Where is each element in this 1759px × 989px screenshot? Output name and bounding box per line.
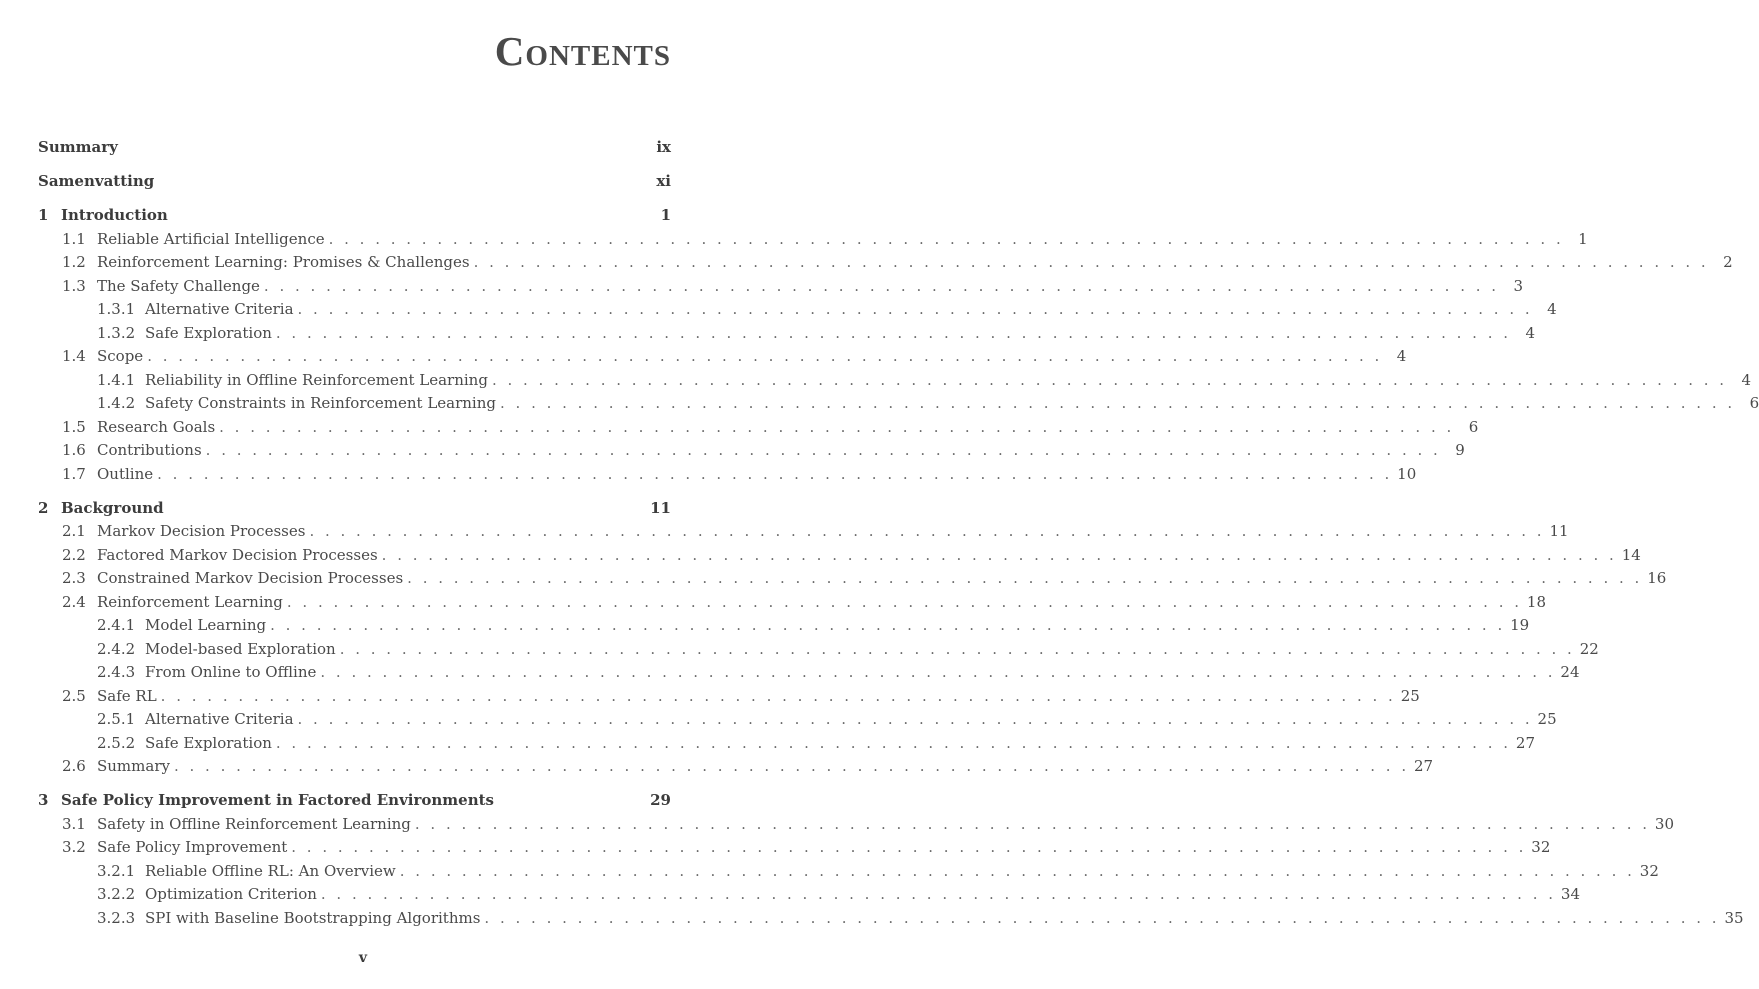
toc-entry-label: The Safety Challenge [97,276,260,295]
toc-entry-page: 32 [1639,861,1659,880]
toc-entry-number: 2.6 [62,757,86,775]
toc-entry-page: 4 [1525,323,1536,342]
toc-entry-label: Samenvatting [38,172,155,190]
toc-section-entry[interactable] [62,275,1524,297]
toc-entry-number: 2.5 [62,686,86,705]
toc-chapter-entry[interactable] [38,789,671,811]
toc-chapter-entry[interactable] [38,136,671,158]
toc-entry-page: 6 [1749,394,1759,412]
toc-section-entry[interactable] [97,661,1580,683]
toc-entry-page: 34 [1560,885,1581,903]
toc-dot-leader: . . . . . . . . . . . . . . . . . . . . . . . . . . . . . . . . . . . . . . . . . . . . . . . . . . . . . . . . . . . . . . . . . . . . . . . . . . . . . . . . [339,639,1575,658]
toc-entry-number: 2.4.3 [97,663,136,681]
toc-entry-page: xi [656,172,671,190]
toc-entry-label: Safe Policy Improvement [97,838,288,856]
toc-entry-page: 30 [1654,814,1675,833]
toc-entry-number: 3.2 [62,838,86,856]
toc-section-entry[interactable] [97,708,1557,730]
toc-entry-number: 2.2 [62,545,86,564]
toc-section-entry[interactable] [62,685,1420,707]
toc-entry-number: 2.4 [62,592,86,611]
toc-entry-label: Summary [97,757,170,775]
toc-entry-page: 9 [1455,441,1465,459]
toc-chapter-entry[interactable] [38,170,671,192]
toc-entry-number: 1.3.1 [97,300,136,318]
toc-entry-number: 1.3.2 [97,323,136,342]
toc-entry-label: Safety Constraints in Reinforcement Learning [145,394,496,412]
toc-entry-page: 24 [1560,663,1580,681]
toc-dot-leader: . . . . . . . . . . . . . . . . . . . . . . . . . . . . . . . . . . . . . . . . . . . . . . . . . . . . . . . . . . . . . . . . . . . . . . . . . . . . . . . . [275,323,1512,342]
toc-section-entry[interactable] [62,345,1407,367]
toc-section-entry[interactable] [62,755,1434,777]
toc-entry-label: Contributions [97,441,202,459]
toc-dot-leader: . . . . . . . . . . . . . . . . . . . . . . . . . . . . . . . . . . . . . . . . . . . . . . . . . . . . . . . . . . . . . . . . . . . . . . . . . . . . . . . . [414,814,1651,833]
toc-entry-label: Alternative Criteria [145,300,294,318]
page-number: v [358,950,368,966]
toc-entry-page: 11 [650,498,671,517]
toc-entry-number: 1.2 [62,253,86,271]
toc-entry-number: 1.4.2 [97,394,136,412]
toc-section-entry[interactable] [62,567,1667,589]
toc-section-entry[interactable] [97,369,1752,391]
toc-dot-leader: . . . . . . . . . . . . . . . . . . . . . . . . . . . . . . . . . . . . . . . . . . . . . . . . . . . . . . . . . . . . . . . . . . . . . . . . . . . . . . . . [297,710,1533,728]
toc-dot-leader: . . . . . . . . . . . . . . . . . . . . . . . . . . . . . . . . . . . . . . . . . . . . . . . . . . . . . . . . . . . . . . . . . . . . . . . . . . . . . . . . [160,686,1396,705]
toc-entry-page: 25 [1537,710,1557,728]
toc-dot-leader: . . . . . . . . . . . . . . . . . . . . . . . . . . . . . . . . . . . . . . . . . . . . . . . . . . . . . . . . . . . . . . . . . . . . . . . . . . . . . . . . [320,663,1556,681]
toc-entry-page: 16 [1647,569,1667,587]
toc-entry-label: Optimization Criterion [145,885,317,903]
toc-entry-label: Reliability in Offline Reinforcement Learning [145,370,488,389]
toc-dot-leader: . . . . . . . . . . . . . . . . . . . . . . . . . . . . . . . . . . . . . . . . . . . . . . . . . . . . . . . . . . . . . . . . . . . . . . . . . . . . . . . . [275,733,1512,752]
toc-section-entry[interactable] [97,614,1530,636]
toc-entry-number: 1.6 [62,441,86,459]
toc-dot-leader: . . . . . . . . . . . . . . . . . . . . . . . . . . . . . . . . . . . . . . . . . . . . . . . . . . . . . . . . . . . . . . . . . . . . . . . . . . . . . . . . [381,545,1617,564]
toc-entry-page: 19 [1510,616,1530,634]
toc-chapter-entry[interactable] [38,497,671,519]
toc-entry-label: Outline [97,464,154,483]
toc-entry-number: 1.5 [62,417,86,436]
toc-entry-page: 4 [1547,300,1557,318]
toc-dot-leader: . . . . . . . . . . . . . . . . . . . . . . . . . . . . . . . . . . . . . . . . . . . . . . . . . . . . . . . . . . . . . . . . . . . . . . . . . . . . . . . . [500,394,1736,412]
toc-section-entry[interactable] [62,813,1675,835]
toc-entry-number: 3 [38,791,49,809]
toc-entry-page: 11 [1549,522,1569,540]
toc-dot-leader: . . . . . . . . . . . . . . . . . . . . . . . . . . . . . . . . . . . . . . . . . . . . . . . . . . . . . . . . . . . . . . . . . . . . . . . . . . . . . . . . [219,417,1455,436]
toc-entry-number: 3.2.1 [97,861,136,880]
toc-entry-label: Markov Decision Processes [97,522,306,540]
toc-entry-label: Safe Policy Improvement in Factored Environments [61,791,494,809]
toc-entry-page: 6 [1468,417,1479,436]
toc-entry-number: 2.4.2 [97,639,136,658]
toc-entry-number: 1.7 [62,464,86,483]
toc-dot-leader: . . . . . . . . . . . . . . . . . . . . . . . . . . . . . . . . . . . . . . . . . . . . . . . . . . . . . . . . . . . . . . . . . . . . . . . . . . . . . . . . [270,616,1506,634]
toc-entry-page: 1 [1578,229,1588,248]
toc-dot-leader: . . . . . . . . . . . . . . . . . . . . . . . . . . . . . . . . . . . . . . . . . . . . . . . . . . . . . . . . . . . . . . . . . . . . . . . . . . . . . . . . [328,229,1564,248]
toc-section-entry[interactable] [62,463,1417,485]
toc-section-entry[interactable] [97,322,1536,344]
toc-section-entry[interactable] [62,836,1551,858]
toc-dot-leader: . . . . . . . . . . . . . . . . . . . . . . . . . . . . . . . . . . . . . . . . . . . . . . . . . . . . . . . . . . . . . . . . . . . . . . . . . . . . . . . . [205,441,1441,459]
toc-entry-label: Safe Exploration [145,733,272,752]
toc-section-entry[interactable] [62,416,1479,438]
toc-dot-leader: . . . . . . . . . . . . . . . . . . . . . . . . . . . . . . . . . . . . . . . . . . . . . . . . . . . . . . . . . . . . . . . . . . . . . . . . . . . . . . . . [309,522,1545,540]
toc-entry-label: Reinforcement Learning: Promises & Challenges [97,253,470,271]
toc-entry-number: 2.4.1 [97,616,136,634]
toc-entry-page: 4 [1741,370,1752,389]
toc-entry-page: 35 [1724,908,1744,927]
toc-entry-page: 4 [1396,347,1407,365]
toc-dot-leader: . . . . . . . . . . . . . . . . . . . . . . . . . . . . . . . . . . . . . . . . . . . . . . . . . . . . . . . . . . . . . . . . . . . . . . . . . . . . . . . . [263,276,1500,295]
toc-entry-number: 2 [38,498,49,517]
toc-section-entry[interactable] [62,251,1733,273]
toc-entry-label: Constrained Markov Decision Processes [97,569,404,587]
toc-section-entry[interactable] [97,907,1744,929]
toc-dot-leader: . . . . . . . . . . . . . . . . . . . . . . . . . . . . . . . . . . . . . . . . . . . . . . . . . . . . . . . . . . . . . . . . . . . . . . . . . . . . . . . . [320,885,1557,903]
toc-entry-page: 18 [1526,592,1547,611]
toc-dot-leader: . . . . . . . . . . . . . . . . . . . . . . . . . . . . . . . . . . . . . . . . . . . . . . . . . . . . . . . . . . . . . . . . . . . . . . . . . . . . . . . . [147,347,1383,365]
toc-section-entry[interactable] [97,638,1599,660]
toc-entry-label: SPI with Baseline Bootstrapping Algorithms [145,908,481,927]
toc-dot-leader: . . . . . . . . . . . . . . . . . . . . . . . . . . . . . . . . . . . . . . . . . . . . . . . . . . . . . . . . . . . . . . . . . . . . . . . . . . . . . . . . [157,464,1393,483]
toc-section-entry[interactable] [97,732,1536,754]
toc-entry-page: 27 [1515,733,1536,752]
toc-dot-leader: . . . . . . . . . . . . . . . . . . . . . . . . . . . . . . . . . . . . . . . . . . . . . . . . . . . . . . . . . . . . . . . . . . . . . . . . . . . . . . . . [484,908,1720,927]
toc-entry-number: 3.1 [62,814,86,833]
toc-entry-label: Reliable Artificial Intelligence [97,229,325,248]
toc-entry-page: ix [656,138,671,156]
toc-dot-leader: . . . . . . . . . . . . . . . . . . . . . . . . . . . . . . . . . . . . . . . . . . . . . . . . . . . . . . . . . . . . . . . . . . . . . . . . . . . . . . . . [491,370,1728,389]
toc-entry-label: Model Learning [145,616,267,634]
toc-section-entry[interactable] [97,883,1581,905]
toc-entry-label: Reliable Offline RL: An Overview [145,861,396,880]
toc-dot-leader: . . . . . . . . . . . . . . . . . . . . . . . . . . . . . . . . . . . . . . . . . . . . . . . . . . . . . . . . . . . . . . . . . . . . . . . . . . . . . . . . [473,253,1709,271]
page-title: Contents [494,28,671,74]
toc-entry-number: 2.5.1 [97,710,136,728]
toc-entry-number: 2.3 [62,569,86,587]
toc-entry-number: 1.4.1 [97,370,136,389]
toc-entry-label: Model-based Exploration [145,639,336,658]
toc-entry-number: 3.2.2 [97,885,136,903]
toc-entry-page: 10 [1397,464,1417,483]
toc-dot-leader: . . . . . . . . . . . . . . . . . . . . . . . . . . . . . . . . . . . . . . . . . . . . . . . . . . . . . . . . . . . . . . . . . . . . . . . . . . . . . . . . [297,300,1533,318]
toc-section-entry[interactable] [62,591,1547,613]
toc-dot-leader: . . . . . . . . . . . . . . . . . . . . . . . . . . . . . . . . . . . . . . . . . . . . . . . . . . . . . . . . . . . . . . . . . . . . . . . . . . . . . . . . [286,592,1523,611]
toc-entry-number: 1 [38,206,49,224]
toc-entry-label: Background [61,498,164,517]
toc-entry-label: Safe RL [97,686,157,705]
toc-entry-page: 14 [1621,545,1641,564]
toc-entry-page: 25 [1400,686,1420,705]
toc-section-entry[interactable] [97,298,1557,320]
toc-entry-page: 3 [1513,276,1524,295]
toc-section-entry[interactable] [97,392,1759,414]
toc-chapter-entry[interactable] [38,204,671,226]
toc-entry-page: 32 [1531,838,1551,856]
toc-dot-leader: . . . . . . . . . . . . . . . . . . . . . . . . . . . . . . . . . . . . . . . . . . . . . . . . . . . . . . . . . . . . . . . . . . . . . . . . . . . . . . . . [291,838,1527,856]
toc-entry-page: 22 [1579,639,1599,658]
toc-entry-page: 2 [1723,253,1733,271]
toc-dot-leader: . . . . . . . . . . . . . . . . . . . . . . . . . . . . . . . . . . . . . . . . . . . . . . . . . . . . . . . . . . . . . . . . . . . . . . . . . . . . . . . . [399,861,1635,880]
toc-entry-label: From Online to Offline [145,663,317,681]
toc-section-entry[interactable] [62,520,1569,542]
toc-entry-page: 1 [660,206,671,224]
toc-entry-label: Summary [38,138,118,156]
toc-entry-label: Alternative Criteria [145,710,294,728]
toc-entry-label: Reinforcement Learning [97,592,283,611]
toc-entry-label: Scope [97,347,144,365]
toc-entry-label: Research Goals [97,417,216,436]
toc-section-entry[interactable] [62,544,1641,566]
toc-entry-label: Safety in Offline Reinforcement Learning [97,814,411,833]
toc-entry-page: 27 [1414,757,1434,775]
toc-section-entry[interactable] [97,860,1659,882]
toc-entry-label: Introduction [61,206,168,224]
toc-entry-number: 1.4 [62,347,86,365]
toc-entry-number: 1.1 [62,229,86,248]
toc-entry-number: 3.2.3 [97,908,136,927]
toc-entry-label: Safe Exploration [145,323,272,342]
toc-entry-number: 1.3 [62,276,86,295]
toc-section-entry[interactable] [62,439,1465,461]
toc-dot-leader: . . . . . . . . . . . . . . . . . . . . . . . . . . . . . . . . . . . . . . . . . . . . . . . . . . . . . . . . . . . . . . . . . . . . . . . . . . . . . . . . [173,757,1410,775]
toc-section-entry[interactable] [62,228,1588,250]
toc-entry-number: 2.1 [62,522,86,540]
toc-entry-page: 29 [650,791,671,809]
toc-entry-label: Factored Markov Decision Processes [97,545,378,564]
toc-dot-leader: . . . . . . . . . . . . . . . . . . . . . . . . . . . . . . . . . . . . . . . . . . . . . . . . . . . . . . . . . . . . . . . . . . . . . . . . . . . . . . . . [407,569,1643,587]
toc-entry-number: 2.5.2 [97,733,136,752]
